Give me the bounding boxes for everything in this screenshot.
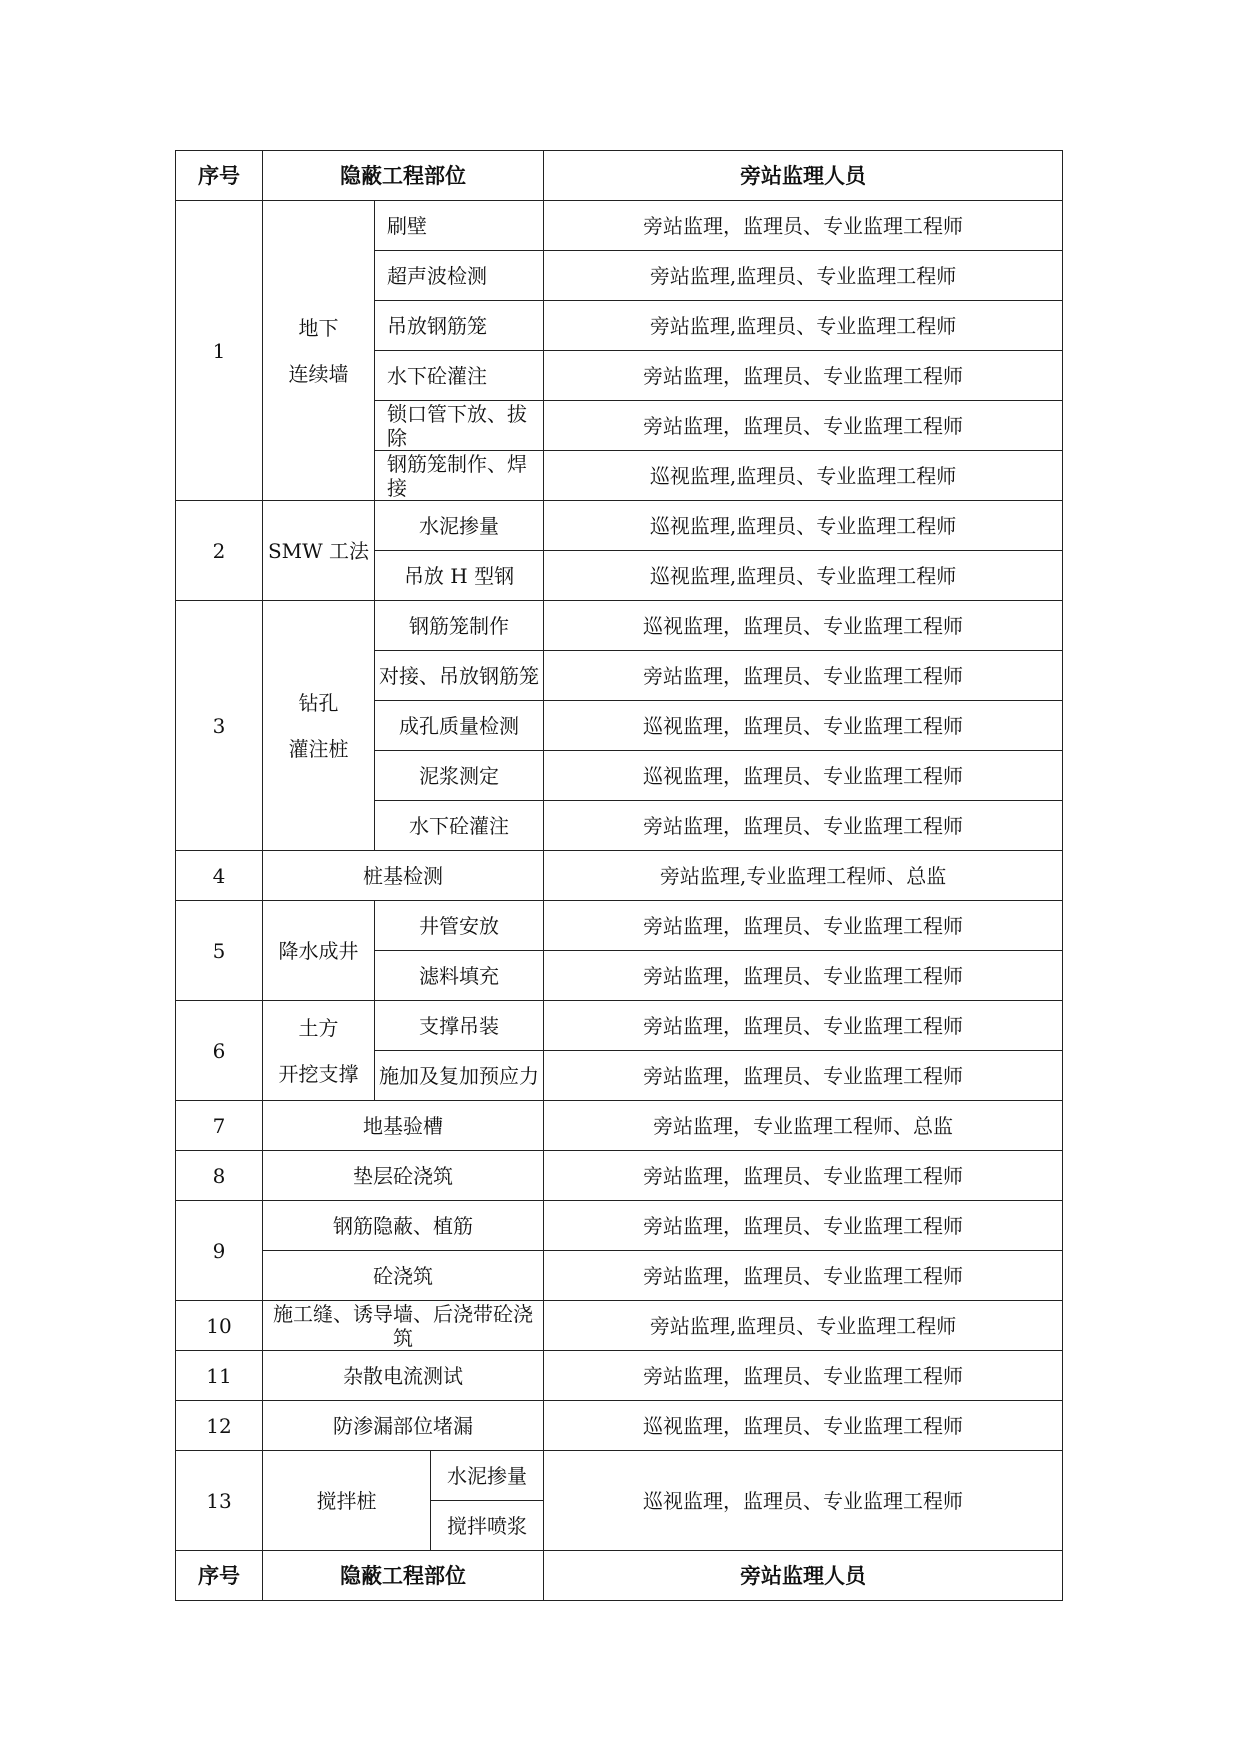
table-row [176, 1401, 1063, 1451]
category-line: 土方 [298, 1015, 339, 1040]
staff-cell: 旁站监理，监理员、专业监理工程师 [544, 901, 1063, 951]
item-cell: 防渗漏部位堵漏 [263, 1401, 544, 1451]
item-cell: 施加及复加预应力 [375, 1051, 544, 1101]
row-number: 11 [176, 1351, 263, 1401]
row-number: 13 [176, 1451, 263, 1551]
table-row [176, 501, 1063, 551]
table-row [176, 1151, 1063, 1201]
category-cell [263, 201, 375, 501]
item-cell: 井管安放 [375, 901, 544, 951]
item-cell: 锁口管下放、拔除 [375, 401, 544, 451]
table-row [176, 851, 1063, 901]
staff-cell: 旁站监理,监理员、专业监理工程师 [544, 301, 1063, 351]
table-row [176, 1101, 1063, 1151]
staff-cell: 巡视监理，监理员、专业监理工程师 [544, 751, 1063, 801]
category-line: 开挖支撑 [278, 1061, 359, 1086]
table-row [176, 601, 1063, 651]
item-cell: 施工缝、诱导墙、后浇带砼浇筑 [263, 1301, 544, 1351]
staff-cell: 旁站监理，监理员、专业监理工程师 [544, 651, 1063, 701]
category-line: 钻孔 [298, 690, 339, 715]
category-cell: SMW 工法 [263, 501, 375, 601]
table-row [176, 1451, 1063, 1501]
item-cell: 垫层砼浇筑 [263, 1151, 544, 1201]
staff-cell: 旁站监理,专业监理工程师、总监 [544, 851, 1063, 901]
staff-cell: 旁站监理，监理员、专业监理工程师 [544, 1001, 1063, 1051]
row-number: 4 [176, 851, 263, 901]
item-cell: 吊放 H 型钢 [375, 551, 544, 601]
footer-no: 序号 [176, 1551, 263, 1601]
category-line: 地下 [298, 315, 339, 340]
item-cell: 成孔质量检测 [375, 701, 544, 751]
table-row [176, 1351, 1063, 1401]
item-cell: 砼浇筑 [263, 1251, 544, 1301]
item-cell: 对接、吊放钢筋笼 [375, 651, 544, 701]
item-cell: 钢筋笼制作、焊接 [375, 451, 544, 501]
table-row [176, 1301, 1063, 1351]
header-part: 隐蔽工程部位 [263, 151, 544, 201]
row-number: 6 [176, 1001, 263, 1101]
staff-cell: 巡视监理,监理员、专业监理工程师 [544, 451, 1063, 501]
staff-cell: 巡视监理，监理员、专业监理工程师 [544, 701, 1063, 751]
staff-cell: 旁站监理,监理员、专业监理工程师 [544, 251, 1063, 301]
staff-cell: 旁站监理，监理员、专业监理工程师 [544, 1251, 1063, 1301]
staff-cell: 旁站监理，监理员、专业监理工程师 [544, 1051, 1063, 1101]
item-cell: 滤料填充 [375, 951, 544, 1001]
staff-cell: 巡视监理，监理员、专业监理工程师 [544, 601, 1063, 651]
row-number: 9 [176, 1201, 263, 1301]
staff-cell: 旁站监理，监理员、专业监理工程师 [544, 801, 1063, 851]
item-cell: 水下砼灌注 [375, 801, 544, 851]
item-cell: 水下砼灌注 [375, 351, 544, 401]
category-cell: 搅拌桩 [263, 1451, 431, 1551]
row-number: 10 [176, 1301, 263, 1351]
item-cell: 水泥掺量 [375, 501, 544, 551]
header-no: 序号 [176, 151, 263, 201]
category-line: 连续墙 [288, 361, 349, 386]
category-cell [263, 601, 375, 851]
table-row [176, 201, 1063, 251]
staff-cell: 旁站监理，监理员、专业监理工程师 [544, 401, 1063, 451]
row-number: 12 [176, 1401, 263, 1451]
footer-staff: 旁站监理人员 [544, 1551, 1063, 1601]
staff-cell: 巡视监理，监理员、专业监理工程师 [544, 1401, 1063, 1451]
table-row [176, 1001, 1063, 1051]
item-cell: 桩基检测 [263, 851, 544, 901]
staff-cell: 旁站监理,监理员、专业监理工程师 [544, 1301, 1063, 1351]
staff-cell: 旁站监理，监理员、专业监理工程师 [544, 1151, 1063, 1201]
table-row [176, 1251, 1063, 1301]
staff-cell: 巡视监理,监理员、专业监理工程师 [544, 501, 1063, 551]
staff-cell: 旁站监理，监理员、专业监理工程师 [544, 1351, 1063, 1401]
staff-cell: 巡视监理,监理员、专业监理工程师 [544, 551, 1063, 601]
item-cell: 钢筋隐蔽、植筋 [263, 1201, 544, 1251]
row-number: 8 [176, 1151, 263, 1201]
row-number: 5 [176, 901, 263, 1001]
item-cell: 地基验槽 [263, 1101, 544, 1151]
staff-cell: 旁站监理，监理员、专业监理工程师 [544, 1201, 1063, 1251]
staff-cell: 旁站监理，监理员、专业监理工程师 [544, 951, 1063, 1001]
item-cell: 超声波检测 [375, 251, 544, 301]
item-cell: 水泥掺量 [431, 1451, 544, 1501]
table-row [176, 901, 1063, 951]
item-cell: 搅拌喷浆 [431, 1501, 544, 1551]
footer-row [176, 1551, 1063, 1601]
staff-cell: 旁站监理，监理员、专业监理工程师 [544, 201, 1063, 251]
item-cell: 钢筋笼制作 [375, 601, 544, 651]
header-staff: 旁站监理人员 [544, 151, 1063, 201]
category-cell: 降水成井 [263, 901, 375, 1001]
staff-cell: 旁站监理，监理员、专业监理工程师 [544, 351, 1063, 401]
item-cell: 吊放钢筋笼 [375, 301, 544, 351]
category-line: 灌注桩 [288, 736, 349, 761]
row-number: 1 [176, 201, 263, 501]
item-cell: 泥浆测定 [375, 751, 544, 801]
supervision-table [175, 150, 1063, 1601]
item-cell: 杂散电流测试 [263, 1351, 544, 1401]
staff-cell: 巡视监理，监理员、专业监理工程师 [544, 1451, 1063, 1551]
item-cell: 刷壁 [375, 201, 544, 251]
staff-cell: 旁站监理，专业监理工程师、总监 [544, 1101, 1063, 1151]
row-number: 2 [176, 501, 263, 601]
row-number: 7 [176, 1101, 263, 1151]
item-cell: 支撑吊装 [375, 1001, 544, 1051]
header-row [176, 151, 1063, 201]
category-cell [263, 1001, 375, 1101]
row-number: 3 [176, 601, 263, 851]
footer-part: 隐蔽工程部位 [263, 1551, 544, 1601]
table-row [176, 1201, 1063, 1251]
